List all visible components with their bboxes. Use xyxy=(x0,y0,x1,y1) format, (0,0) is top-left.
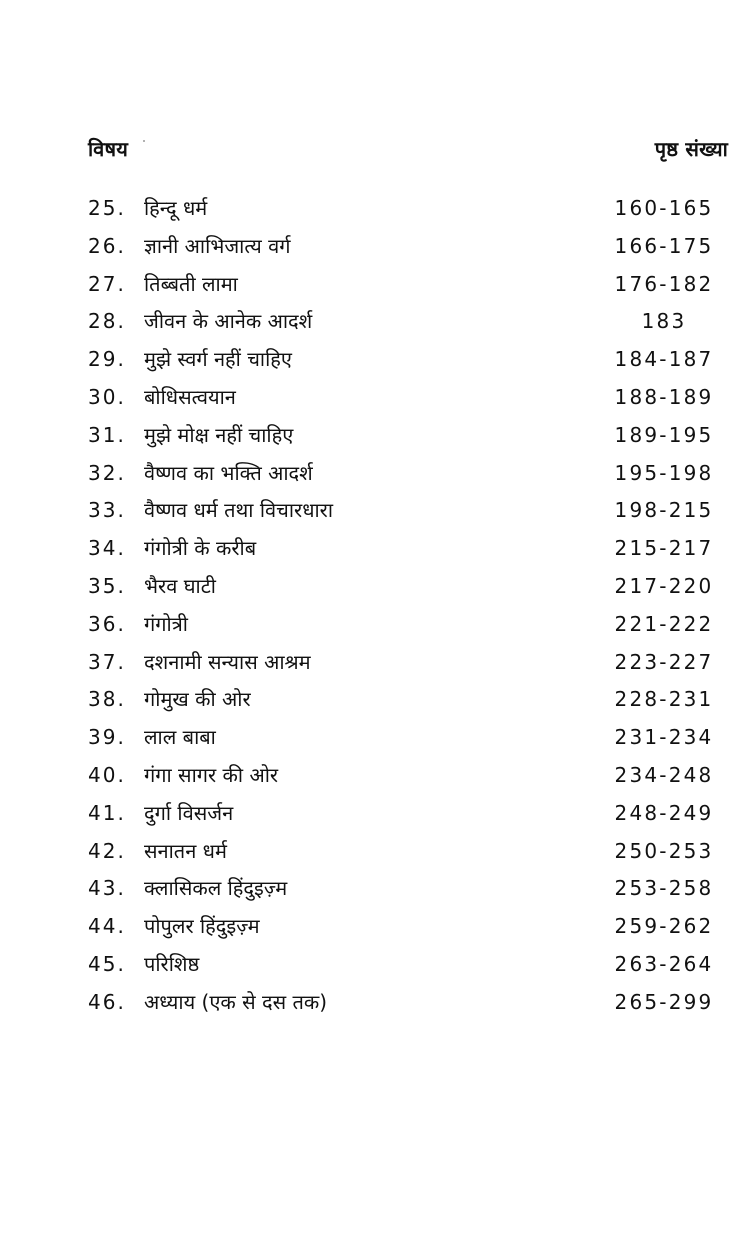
entry-number: 29. xyxy=(88,347,126,372)
entry-title: वैष्णव धर्म तथा विचारधारा xyxy=(144,498,334,523)
toc-entry xyxy=(88,492,720,530)
entry-number: 41. xyxy=(88,800,126,825)
entry-title: पोपुलर हिंदुइज़्म xyxy=(144,914,260,939)
toc-entry xyxy=(88,681,720,719)
entry-title: जीवन के आनेक आदर्श xyxy=(144,309,313,334)
entry-title: गोमुख की ओर xyxy=(144,687,251,712)
entry-title: परिशिष्ठ xyxy=(144,951,200,976)
table-of-contents xyxy=(88,190,720,1022)
entry-number: 30. xyxy=(88,384,126,409)
subject-heading: विषय xyxy=(88,137,129,161)
toc-entry xyxy=(88,417,720,455)
toc-entry xyxy=(88,568,720,606)
entry-title: अध्याय (एक से दस तक) xyxy=(144,989,328,1014)
entry-number: 34. xyxy=(88,536,126,561)
entry-page-range: 189-195 xyxy=(614,422,714,447)
entry-page-range: 221-222 xyxy=(614,611,714,636)
toc-entry xyxy=(88,644,720,682)
entry-number: 33. xyxy=(88,498,126,523)
entry-page-range: 231-234 xyxy=(614,725,714,750)
entry-page-range: 183 xyxy=(641,309,687,334)
entry-number: 35. xyxy=(88,573,126,598)
entry-number: 43. xyxy=(88,876,126,901)
entry-number: 37. xyxy=(88,649,126,674)
entry-title: मुझे मोक्ष नहीं चाहिए xyxy=(144,422,294,447)
entry-title: बोधिसत्वयान xyxy=(144,384,236,409)
entry-number: 44. xyxy=(88,914,126,939)
entry-title: लाल बाबा xyxy=(144,725,216,750)
entry-number: 45. xyxy=(88,951,126,976)
toc-entry xyxy=(88,984,720,1022)
entry-title: सनातन धर्म xyxy=(144,838,227,863)
page-number-heading: पृष्ठ संख्या xyxy=(654,137,728,161)
entry-page-range: 250-253 xyxy=(614,838,714,863)
entry-number: 40. xyxy=(88,762,126,787)
entry-number: 36. xyxy=(88,611,126,636)
entry-title: ज्ञानी आभिजात्य वर्ग xyxy=(144,233,291,258)
entry-title: गंगोत्री xyxy=(144,611,188,636)
entry-number: 26. xyxy=(88,233,126,258)
entry-page-range: 160-165 xyxy=(614,196,714,220)
entry-page-range: 176-182 xyxy=(614,271,714,296)
entry-page-range: 217-220 xyxy=(614,573,714,598)
entry-title: गंगा सागर की ओर xyxy=(144,762,279,787)
toc-entry xyxy=(88,455,720,493)
toc-entry xyxy=(88,228,720,266)
entry-title: दुर्गा विसर्जन xyxy=(144,800,234,825)
entry-page-range: 234-248 xyxy=(614,762,714,787)
entry-title: मुझे स्वर्ग नहीं चाहिए xyxy=(144,347,292,372)
entry-number: 42. xyxy=(88,838,126,863)
entry-number: 27. xyxy=(88,271,126,296)
entry-title: वैष्णव का भक्ति आदर्श xyxy=(144,460,313,485)
entry-title: क्लासिकल हिंदुइज़्म xyxy=(144,876,288,901)
toc-entry xyxy=(88,833,720,871)
entry-number: 25. xyxy=(88,196,126,220)
toc-entry xyxy=(88,341,720,379)
entry-number: 38. xyxy=(88,687,126,712)
entry-page-range: 248-249 xyxy=(614,800,714,825)
entry-number: 31. xyxy=(88,422,126,447)
toc-entry xyxy=(88,303,720,341)
entry-page-range: 263-264 xyxy=(614,951,714,976)
toc-entry xyxy=(88,190,720,228)
toc-entry xyxy=(88,606,720,644)
entry-number: 46. xyxy=(88,989,126,1014)
toc-entry xyxy=(88,908,720,946)
toc-entry xyxy=(88,719,720,757)
entry-number: 39. xyxy=(88,725,126,750)
entry-number: 28. xyxy=(88,309,126,334)
toc-entry xyxy=(88,530,720,568)
toc-entry xyxy=(88,795,720,833)
entry-page-range: 188-189 xyxy=(614,384,714,409)
entry-title: दशनामी सन्यास आश्रम xyxy=(144,649,311,674)
entry-page-range: 265-299 xyxy=(614,989,714,1014)
toc-entry xyxy=(88,379,720,417)
entry-page-range: 228-231 xyxy=(614,687,714,712)
entry-page-range: 195-198 xyxy=(614,460,714,485)
entry-title: हिन्दू धर्म xyxy=(144,196,208,220)
entry-title: गंगोत्री के करीब xyxy=(144,536,257,561)
entry-number: 32. xyxy=(88,460,126,485)
entry-page-range: 166-175 xyxy=(614,233,714,258)
entry-page-range: 223-227 xyxy=(614,649,714,674)
toc-entry xyxy=(88,870,720,908)
toc-entry xyxy=(88,757,720,795)
entry-page-range: 184-187 xyxy=(614,347,714,372)
entry-title: भैरव घाटी xyxy=(144,573,216,598)
entry-page-range: 215-217 xyxy=(614,536,714,561)
toc-header xyxy=(88,135,728,169)
entry-page-range: 259-262 xyxy=(614,914,714,939)
entry-page-range: 253-258 xyxy=(614,876,714,901)
toc-entry xyxy=(88,266,720,304)
toc-entry xyxy=(88,946,720,984)
entry-page-range: 198-215 xyxy=(614,498,714,523)
entry-title: तिब्बती लामा xyxy=(144,271,238,296)
